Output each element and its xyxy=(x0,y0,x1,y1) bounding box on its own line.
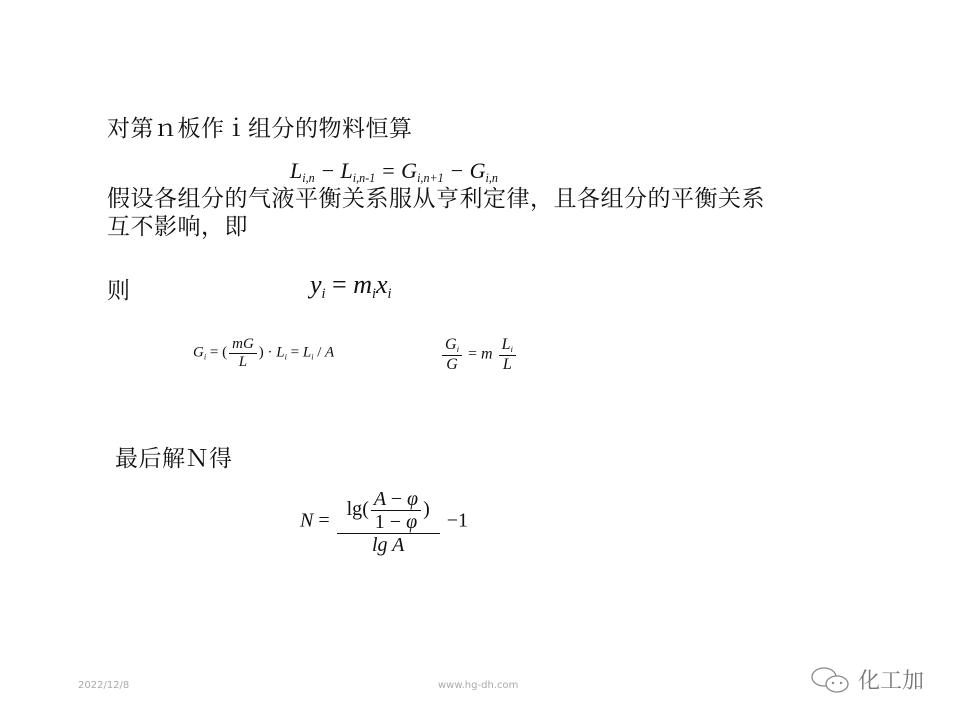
formula-ratio: $\frac{G_i}{G}$ = m $\frac{L_i}{L}$ xyxy=(440,336,518,373)
brand-watermark xyxy=(810,664,924,695)
heading-material-balance: 对第ｎ板作ｉ组分的物料恒算 xyxy=(107,116,413,142)
brand-name: 化工加 xyxy=(858,669,925,694)
formula-material-balance: $L_{i,n} - L_{i,n-1} = G_{i,n+1} - G_{i,n}$ xyxy=(290,158,498,186)
assumption-text-line1: 假设各组分的气液平衡关系服从亨利定律，且各组分的平衡关系 xyxy=(107,186,765,212)
footer-date: 2022/12/8 xyxy=(78,680,130,691)
formula-gi: $G_i$ = ( $\frac{mG}{L}$ ) · $L_i = L_i / A$ xyxy=(193,336,335,370)
formula-henry-law: $y_i = m_ix_i$ xyxy=(310,270,392,302)
final-label: 最后解Ｎ得 xyxy=(115,446,233,472)
footer-site: www.hg-dh.com xyxy=(438,680,519,691)
then-label: 则 xyxy=(107,278,131,304)
wechat-icon xyxy=(810,665,852,695)
assumption-text-line2: 互不影响，即 xyxy=(107,214,248,240)
formula-stage-number: N = lg( $\frac{A - \varphi}{1 - \varphi}$ ) lg A −1 xyxy=(300,488,469,556)
